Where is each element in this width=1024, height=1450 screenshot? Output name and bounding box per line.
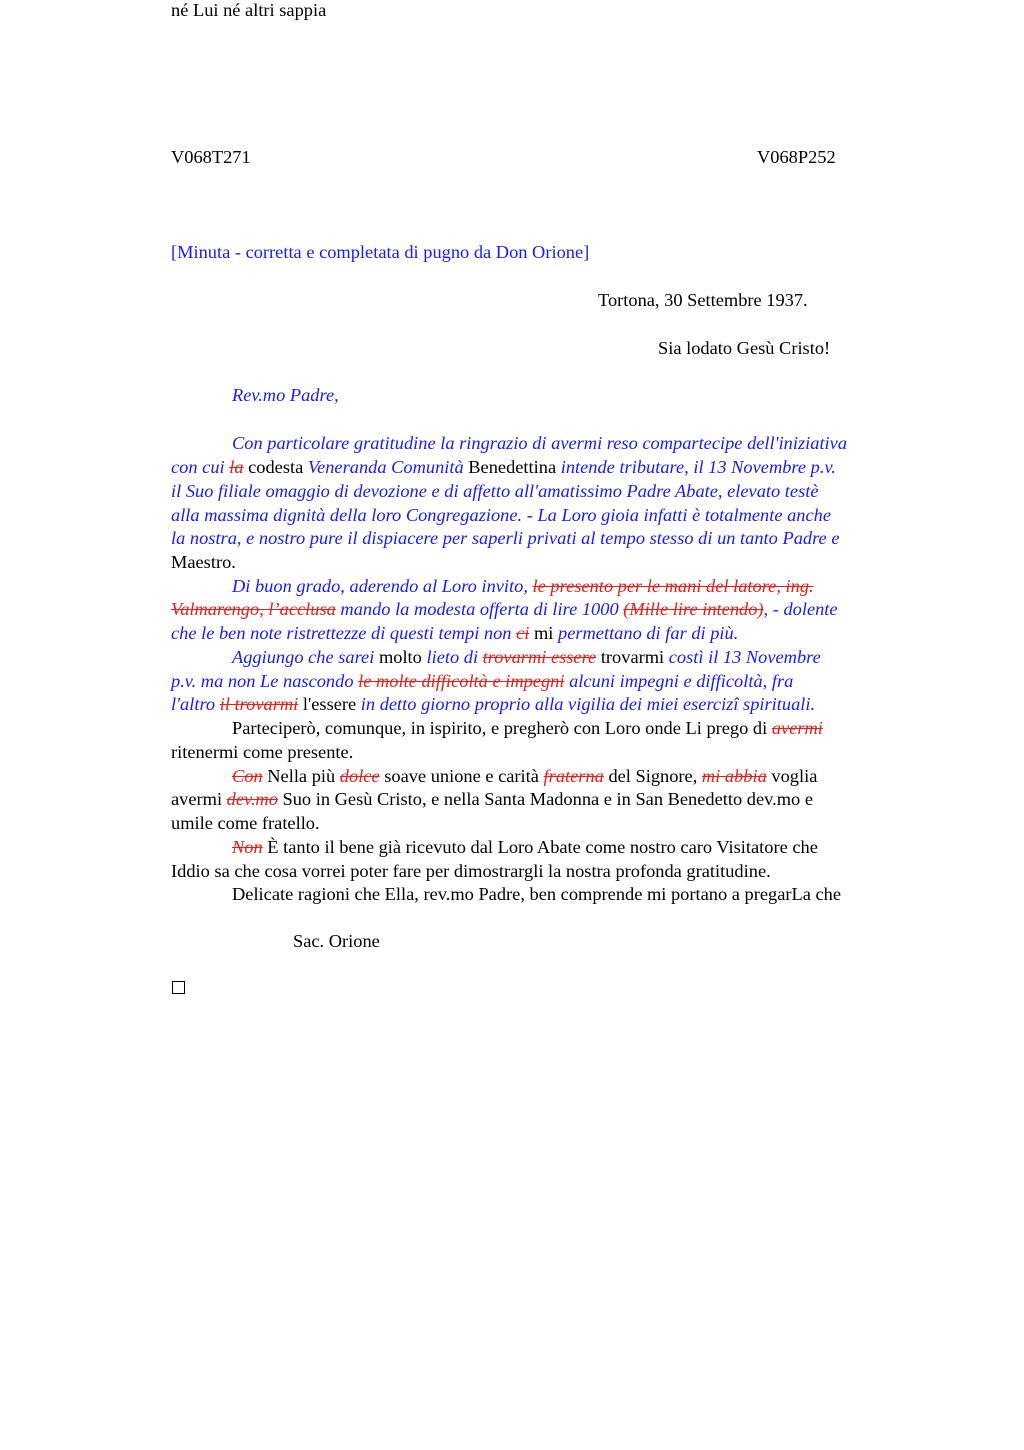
typed-text: , - dolente bbox=[763, 599, 838, 619]
letter-line bbox=[171, 505, 831, 526]
typed-text: il Suo filiale omaggio di devozione e di affetto all'amatissimo Padre Abate, elevato testè bbox=[171, 481, 819, 501]
handwritten-correction: trovarmi bbox=[596, 647, 669, 667]
letter-line bbox=[232, 433, 847, 454]
letter-line bbox=[232, 766, 817, 787]
handwritten-correction: umile come fratello. bbox=[171, 813, 320, 833]
handwritten-correction: codesta bbox=[243, 457, 308, 477]
letter-line bbox=[171, 599, 838, 620]
letter-line bbox=[171, 813, 320, 834]
typed-text: Con particolare gratitudine la ringrazio di avermi reso compartecipe dell'iniziativa bbox=[232, 433, 848, 453]
typed-text: l'altro bbox=[171, 694, 220, 714]
struck-text: trovarmi essere bbox=[482, 647, 597, 667]
letter-line bbox=[171, 457, 836, 478]
typed-text: lieto di bbox=[426, 647, 483, 667]
handwritten-correction: Suo in Gesù Cristo, e nella Santa Madonna e in San Benedetto dev.mo e bbox=[277, 789, 814, 809]
typed-text: permettano di far di più. bbox=[558, 623, 739, 643]
letter-line bbox=[232, 837, 818, 858]
letter-line bbox=[171, 0, 326, 21]
typed-text: con cui bbox=[171, 457, 230, 477]
typed-text: mando la modesta offerta di lire 1000 bbox=[335, 599, 624, 619]
struck-text: avermi bbox=[771, 718, 823, 738]
header-left-code: V068T271 bbox=[171, 147, 251, 167]
handwritten-correction: ritenermi come presente. bbox=[171, 742, 354, 762]
letter-line bbox=[171, 861, 771, 882]
letter-line bbox=[232, 884, 841, 905]
date-line: Tortona, 30 Settembre 1937. bbox=[598, 290, 808, 310]
handwritten-correction: l'essere bbox=[298, 694, 361, 714]
typed-text: p.v. ma non Le nascondo bbox=[171, 671, 359, 691]
typed-text: Aggiungo che sarei bbox=[232, 647, 375, 667]
struck-text: dev.mo bbox=[226, 789, 278, 809]
struck-text: Non bbox=[232, 837, 263, 857]
salutation: Rev.mo Padre, bbox=[232, 385, 339, 405]
handwritten-correction: del Signore, bbox=[603, 766, 702, 786]
handwritten-correction: Iddio sa che cosa vorrei poter fare per dimostrargli la nostra profonda gratitudine. bbox=[171, 861, 771, 881]
greeting: Sia lodato Gesù Cristo! bbox=[658, 338, 831, 358]
letter-line bbox=[171, 552, 236, 573]
struck-text: Valmarengo, l’acclusa bbox=[171, 599, 336, 619]
struck-text: le molte difficoltà e impegni bbox=[358, 671, 565, 691]
letter-line bbox=[171, 623, 738, 644]
struck-text: ci bbox=[516, 623, 530, 643]
checkbox-icon bbox=[172, 981, 185, 994]
letter-line bbox=[171, 481, 819, 502]
struck-text: mi abbia bbox=[701, 766, 767, 786]
struck-text: (Mille lire intendo) bbox=[623, 599, 764, 619]
typed-text: la nostra, e nostro pure il dispiacere per saperli privati al tempo stesso di un tanto Padre e bbox=[171, 528, 840, 548]
handwritten-correction: Nella più bbox=[262, 766, 340, 786]
typed-text: alcuni impegni e difficoltà, fra bbox=[564, 671, 794, 691]
struck-text: dolce bbox=[339, 766, 380, 786]
typed-text: alla massima dignità della loro Congregazione. - La Loro gioia infatti è totalmente anche bbox=[171, 505, 831, 525]
handwritten-correction: Parteciperò, comunque, in ispirito, e pregherò con Loro onde Li prego di bbox=[232, 718, 772, 738]
letter-line bbox=[232, 647, 821, 668]
header-right-code: V068P252 bbox=[757, 147, 836, 167]
handwritten-correction: molto bbox=[374, 647, 427, 667]
letter-line bbox=[171, 694, 815, 715]
letter-line bbox=[171, 742, 353, 763]
struck-text: le presento per le mani del latore, ing. bbox=[532, 576, 814, 596]
handwritten-correction: soave unione e carità bbox=[379, 766, 544, 786]
letter-line bbox=[232, 576, 814, 597]
typed-text: intende tributare, il 13 Novembre p.v. bbox=[560, 457, 836, 477]
handwritten-correction: voglia bbox=[766, 766, 818, 786]
handwritten-correction: né Lui né altri sappia bbox=[171, 0, 327, 20]
letter-line bbox=[232, 718, 823, 739]
typed-text: Veneranda Comunità bbox=[307, 457, 464, 477]
signature: Sac. Orione bbox=[293, 931, 380, 951]
typed-text: in detto giorno proprio alla vigilia dei miei esercizî spirituali. bbox=[360, 694, 816, 714]
handwritten-correction: Benedettina bbox=[463, 457, 561, 477]
typed-text: che le ben note ristrettezze di questi tempi non bbox=[171, 623, 517, 643]
letter-line bbox=[171, 671, 793, 692]
handwritten-correction: È tanto il bene già ricevuto dal Loro Abate come nostro caro Visitatore che bbox=[262, 837, 818, 857]
handwritten-correction: avermi bbox=[171, 789, 227, 809]
editorial-note: [Minuta - corretta e completata di pugno da Don Orione] bbox=[171, 242, 590, 262]
letter-line bbox=[171, 528, 839, 549]
handwritten-correction: Delicate ragioni che Ella, rev.mo Padre, ben comprende mi portano a pregarLa che bbox=[232, 884, 842, 904]
handwritten-correction: mi bbox=[529, 623, 558, 643]
struck-text: fraterna bbox=[543, 766, 604, 786]
struck-text: la bbox=[229, 457, 244, 477]
typed-text: costì il 13 Novembre bbox=[668, 647, 821, 667]
letter-line bbox=[171, 789, 813, 810]
handwritten-correction: Maestro. bbox=[171, 552, 236, 572]
struck-text: Con bbox=[232, 766, 263, 786]
typed-text: Di buon grado, aderendo al Loro invito, bbox=[232, 576, 533, 596]
struck-text: il trovarmi bbox=[219, 694, 299, 714]
